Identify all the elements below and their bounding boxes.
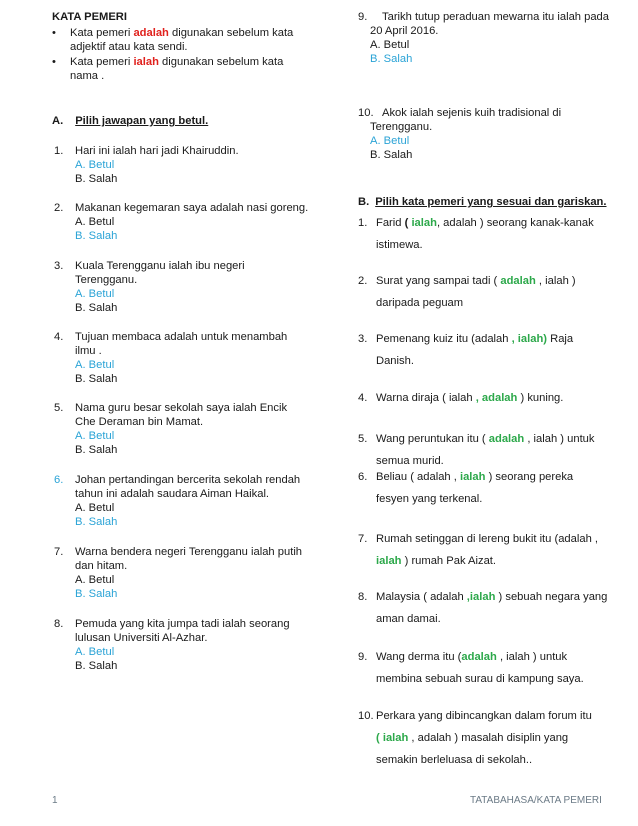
- item-line: [376, 428, 626, 450]
- answer-highlight: , ialah): [511, 333, 548, 345]
- item-number: 1.: [358, 217, 368, 229]
- item-line: [376, 466, 626, 488]
- item-number: 2.: [358, 275, 368, 287]
- item-line: [376, 608, 626, 630]
- answer-highlight: , adalah: [475, 392, 518, 404]
- item-number: 5.: [358, 433, 368, 445]
- answer-highlight: adalah: [488, 433, 525, 445]
- exercise-item: [358, 328, 626, 372]
- exercise-item: [358, 528, 626, 572]
- item-text: , ialah ) untuk: [496, 651, 568, 663]
- option-b: B. Salah: [75, 302, 118, 314]
- item-text: ) seorang pereka: [485, 471, 574, 483]
- exercise-item: [358, 466, 626, 510]
- item-number: 6.: [358, 471, 368, 483]
- item-text: semakin berleluasa di sekolah..: [376, 754, 533, 766]
- keyword: ialah: [133, 56, 159, 68]
- section-b-heading: B. Pilih kata pemeri yang sesuai dan gariskan.: [358, 196, 607, 208]
- question-item: [358, 10, 628, 66]
- item-text: , adalah ) masalah disiplin yang: [408, 732, 569, 744]
- question-text: Warna bendera negeri Terengganu ialah putih: [75, 546, 303, 558]
- option-a: A. Betul: [370, 39, 410, 51]
- item-text: , adalah ) seorang kanak-kanak: [436, 217, 594, 229]
- exercise-item: [358, 212, 626, 256]
- question-item: [358, 106, 628, 162]
- answer-highlight: ,ialah: [466, 591, 496, 603]
- page-number: 1: [52, 795, 58, 806]
- item-text: , ialah ) untuk: [524, 433, 595, 445]
- item-number: 3.: [358, 333, 368, 345]
- item-text: Wang derma itu (: [376, 651, 462, 663]
- question-text: 20 April 2016.: [370, 25, 439, 37]
- item-line: [376, 550, 626, 572]
- bullet-icon: •: [52, 27, 56, 39]
- option-b: B. Salah: [75, 173, 118, 185]
- section-a-heading: A. Pilih jawapan yang betul.: [52, 115, 209, 127]
- keyword: adalah: [133, 27, 169, 39]
- item-line: [376, 292, 626, 314]
- item-text: ) kuning.: [517, 392, 564, 404]
- option-b: B. Salah: [75, 516, 118, 528]
- item-text: Surat yang sampai tadi (: [376, 275, 501, 287]
- exercise-item: [358, 586, 626, 630]
- exercise-item: [358, 705, 626, 771]
- question-text: tahun ini adalah saudara Aiman Haikal.: [75, 488, 270, 500]
- item-line: [376, 586, 626, 608]
- item-text: Rumah setinggan di lereng bukit itu (adalah ,: [376, 533, 599, 545]
- answer-highlight: ( ialah: [376, 732, 409, 744]
- option-b: B. Salah: [75, 444, 118, 456]
- question-text: Terengganu.: [75, 274, 138, 286]
- item-text: ) sebuah negara yang: [495, 591, 608, 603]
- item-line: [376, 270, 626, 292]
- option-a: A. Betul: [370, 135, 410, 147]
- item-line: [376, 328, 626, 350]
- question-text: lulusan Universiti Al-Azhar.: [75, 632, 208, 644]
- question-number: 5.: [54, 402, 64, 414]
- item-line: [376, 705, 626, 727]
- item-number: 9.: [358, 651, 368, 663]
- question-item: [54, 144, 335, 186]
- question-item: [54, 617, 335, 673]
- item-text: , ialah ): [535, 275, 576, 287]
- question-number: 2.: [54, 202, 64, 214]
- option-b: B. Salah: [75, 588, 118, 600]
- item-line: [376, 234, 626, 256]
- option-a: A. Betul: [75, 646, 115, 658]
- item-text: fesyen yang terkenal.: [376, 493, 483, 505]
- question-text: Terengganu.: [370, 121, 433, 133]
- question-number: 8.: [54, 618, 64, 630]
- question-text: Johan pertandingan bercerita sekolah rendah: [75, 474, 301, 486]
- item-line: [376, 350, 626, 372]
- question-text: Nama guru besar sekolah saya ialah Encik: [75, 402, 288, 414]
- item-text: Farid: [376, 217, 405, 229]
- bullet-icon: •: [52, 56, 56, 68]
- question-text: Tarikh tutup peraduan mewarna itu ialah pada: [382, 11, 610, 23]
- item-text: Warna diraja ( ialah: [376, 392, 476, 404]
- item-text: istimewa.: [376, 239, 423, 251]
- question-text: Tujuan membaca adalah untuk menambah: [75, 331, 288, 343]
- item-text: Wang peruntukan itu (: [376, 433, 489, 445]
- question-item: [54, 545, 335, 601]
- item-line: [376, 488, 626, 510]
- question-text: Che Deraman bin Mamat.: [75, 416, 204, 428]
- question-item: [54, 473, 335, 529]
- item-text: aman damai.: [376, 613, 441, 625]
- item-text: Perkara yang dibincangkan dalam forum itu: [376, 710, 592, 722]
- option-a: A. Betul: [75, 430, 115, 442]
- question-text: Makanan kegemaran saya adalah nasi goreng.: [75, 202, 309, 214]
- answer-highlight: adalah: [461, 651, 497, 663]
- question-item: [54, 330, 335, 386]
- option-a: A. Betul: [75, 502, 115, 514]
- page-title: KATA PEMERI: [52, 11, 127, 23]
- answer-highlight: ialah: [376, 555, 402, 567]
- option-b: B. Salah: [75, 660, 118, 672]
- option-b: B. Salah: [75, 230, 118, 242]
- item-text: Beliau ( adalah ,: [376, 471, 460, 483]
- option-a: A. Betul: [75, 159, 115, 171]
- question-text: Pemuda yang kita jumpa tadi ialah seorang: [75, 618, 290, 630]
- item-number: 10.: [358, 710, 374, 722]
- note-item: • Kata pemeri ialah digunakan sebelum kata nama .: [52, 56, 284, 82]
- item-line: [376, 668, 626, 690]
- option-b: B. Salah: [370, 53, 413, 65]
- item-line: [376, 212, 626, 234]
- item-text: Raja: [547, 333, 574, 345]
- item-number: 7.: [358, 533, 368, 545]
- option-a: A. Betul: [75, 216, 115, 228]
- answer-highlight: adalah: [500, 275, 536, 287]
- question-number: 6.: [54, 474, 64, 486]
- item-text: Danish.: [376, 355, 414, 367]
- item-number: 8.: [358, 591, 368, 603]
- option-a: A. Betul: [75, 288, 115, 300]
- option-b: B. Salah: [75, 373, 118, 385]
- question-text: Hari ini ialah hari jadi Khairuddin.: [75, 145, 239, 157]
- question-number: 7.: [54, 546, 64, 558]
- item-text: Malaysia ( adalah: [376, 591, 467, 603]
- question-number: 10.: [358, 107, 374, 119]
- item-text: (: [404, 217, 412, 229]
- question-item: [54, 259, 335, 315]
- question-number: 1.: [54, 145, 64, 157]
- item-text: Pemenang kuiz itu (adalah: [376, 333, 512, 345]
- question-text: ilmu .: [75, 345, 102, 357]
- option-a: A. Betul: [75, 574, 115, 586]
- question-number: 3.: [54, 260, 64, 272]
- answer-highlight: ialah: [459, 471, 486, 483]
- question-text: Akok ialah sejenis kuih tradisional di: [382, 107, 562, 119]
- answer-highlight: ialah: [411, 217, 437, 229]
- question-number: 9.: [358, 11, 368, 23]
- exercise-item: [358, 646, 626, 690]
- item-text: semua murid.: [376, 455, 444, 467]
- exercise-item: [358, 387, 626, 409]
- item-text: ) rumah Pak Aizat.: [401, 555, 497, 567]
- item-text: daripada peguam: [376, 297, 464, 309]
- question-item: [54, 401, 335, 457]
- question-number: 4.: [54, 331, 64, 343]
- item-line: [376, 646, 626, 668]
- option-b: B. Salah: [370, 149, 413, 161]
- note-item: • Kata pemeri adalah digunakan sebelum kata adjektif atau kata sendi.: [52, 27, 294, 53]
- item-line: [376, 528, 626, 550]
- question-text: Kuala Terengganu ialah ibu negeri: [75, 260, 245, 272]
- exercise-item: [358, 270, 626, 314]
- item-text: membina sebuah surau di kampung saya.: [376, 673, 584, 685]
- item-number: 4.: [358, 392, 368, 404]
- question-item: [54, 201, 335, 243]
- item-line: [376, 727, 626, 749]
- footer-label: TATABAHASA/KATA PEMERI: [470, 795, 602, 806]
- item-line: [376, 387, 626, 409]
- question-text: dan hitam.: [75, 560, 128, 572]
- option-a: A. Betul: [75, 359, 115, 371]
